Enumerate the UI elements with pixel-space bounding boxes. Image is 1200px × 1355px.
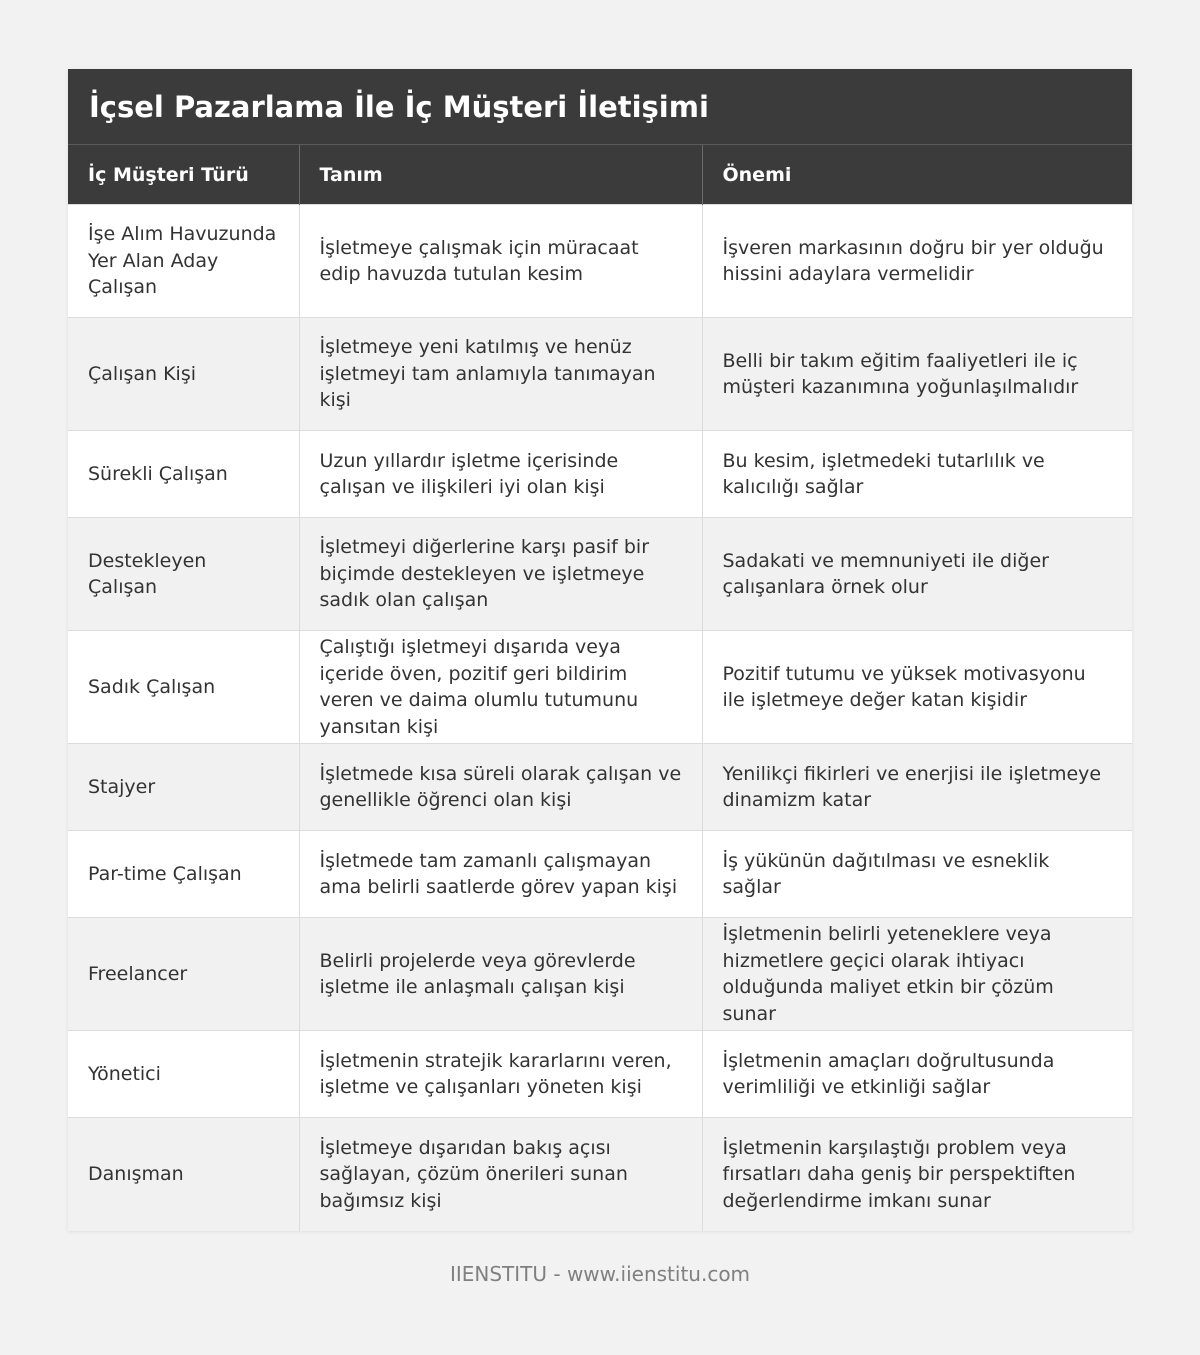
cell-type: Stajyer [68, 744, 299, 831]
table-row [68, 744, 1132, 831]
cell-importance: Belli bir takım eğitim faaliyetleri ile iç müşteri kazanımına yoğunlaşılmalıdır [702, 318, 1132, 431]
cell-importance: İşletmenin karşılaştığı problem veya fırsatları daha geniş bir perspektiften değerlendirme imkanı sunar [702, 1118, 1132, 1231]
cell-type: Yönetici [68, 1031, 299, 1118]
cell-type: Sadık Çalışan [68, 631, 299, 744]
table-row [68, 318, 1132, 431]
cell-definition: Belirli projelerde veya görevlerde işletme ile anlaşmalı çalışan kişi [299, 918, 702, 1031]
cell-definition: Çalıştığı işletmeyi dışarıda veya içeride öven, pozitif geri bildirim veren ve daima olumlu tutumunu yansıtan kişi [299, 631, 702, 744]
header-row [68, 145, 1132, 205]
cell-definition: İşletmede tam zamanlı çalışmayan ama belirli saatlerde görev yapan kişi [299, 831, 702, 918]
table-row [68, 918, 1132, 1031]
cell-type: Par-time Çalışan [68, 831, 299, 918]
table-row [68, 631, 1132, 744]
table-row [68, 205, 1132, 318]
table-row [68, 1031, 1132, 1118]
cell-definition: İşletmede kısa süreli olarak çalışan ve genellikle öğrenci olan kişi [299, 744, 702, 831]
table-row [68, 431, 1132, 518]
cell-definition: İşletmeye çalışmak için müracaat edip havuzda tutulan kesim [299, 205, 702, 318]
cell-importance: İşletmenin amaçları doğrultusunda verimliliği ve etkinliği sağlar [702, 1031, 1132, 1118]
table-row [68, 518, 1132, 631]
table-row [68, 1118, 1132, 1231]
cell-importance: İşletmenin belirli yeteneklere veya hizmetlere geçici olarak ihtiyacı olduğunda maliyet etkin bir çözüm sunar [702, 918, 1132, 1031]
column-header-importance: Önemi [702, 145, 1132, 205]
cell-importance: Bu kesim, işletmedeki tutarlılık ve kalıcılığı sağlar [702, 431, 1132, 518]
table-title: İçsel Pazarlama İle İç Müşteri İletişimi [68, 69, 1132, 144]
cell-importance: İşveren markasının doğru bir yer olduğu hissini adaylara vermelidir [702, 205, 1132, 318]
cell-type: İşe Alım Havuzunda Yer Alan Aday Çalışan [68, 205, 299, 318]
cell-type: Destekleyen Çalışan [68, 518, 299, 631]
cell-definition: İşletmeyi diğerlerine karşı pasif bir biçimde destekleyen ve işletmeye sadık olan çalışan [299, 518, 702, 631]
column-header-type: İç Müşteri Türü [68, 145, 299, 205]
cell-definition: Uzun yıllardır işletme içerisinde çalışan ve ilişkileri iyi olan kişi [299, 431, 702, 518]
column-header-definition: Tanım [299, 145, 702, 205]
footer-credit: IIENSTITU - www.iienstitu.com [449, 1262, 751, 1286]
cell-type: Çalışan Kişi [68, 318, 299, 431]
table-card [68, 69, 1132, 1231]
cell-importance: Pozitif tutumu ve yüksek motivasyonu ile işletmeye değer katan kişidir [702, 631, 1132, 744]
cell-definition: İşletmenin stratejik kararlarını veren, işletme ve çalışanları yöneten kişi [299, 1031, 702, 1118]
table-row [68, 831, 1132, 918]
cell-definition: İşletmeye yeni katılmış ve henüz işletmeyi tam anlamıyla tanımayan kişi [299, 318, 702, 431]
cell-importance: Sadakati ve memnuniyeti ile diğer çalışanlara örnek olur [702, 518, 1132, 631]
cell-type: Freelancer [68, 918, 299, 1031]
cell-importance: Yenilikçi fikirleri ve enerjisi ile işletmeye dinamizm katar [702, 744, 1132, 831]
cell-type: Sürekli Çalışan [68, 431, 299, 518]
cell-definition: İşletmeye dışarıdan bakış açısı sağlayan, çözüm önerileri sunan bağımsız kişi [299, 1118, 702, 1231]
data-table [68, 144, 1132, 1231]
cell-importance: İş yükünün dağıtılması ve esneklik sağlar [702, 831, 1132, 918]
cell-type: Danışman [68, 1118, 299, 1231]
